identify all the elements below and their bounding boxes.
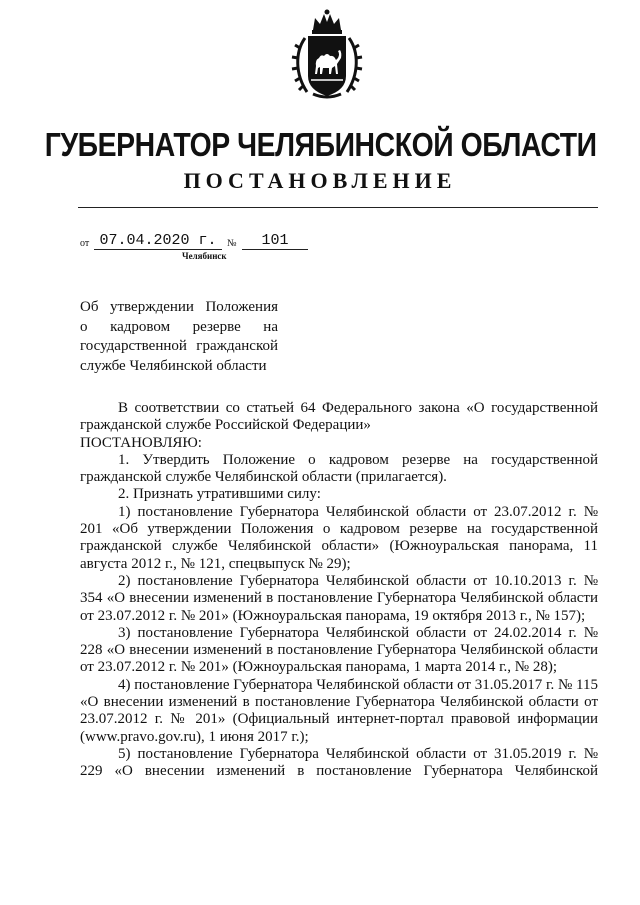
- subject-line: о кадровом резерве на: [80, 318, 278, 335]
- subject-line: государственной гражданской: [80, 338, 278, 354]
- header-divider: [78, 207, 598, 208]
- subitem-1-paragraph: 1) постановление Губернатора Челябинской области от 23.07.2012 г. № 201 «Об утверждении Положения о кадровом резерве на государственной гражданской службе Челябинской области» (Южноуральская панорама, 11 августа 2012 г., № 121, спецвыпуск № 29);: [80, 503, 598, 572]
- item-1-paragraph: 1. Утвердить Положение о кадровом резерве на государственной гражданской службе Челябинской области (прилагается).: [80, 451, 598, 486]
- document-body: [80, 400, 598, 781]
- subitem-4-paragraph: 4) постановление Губернатора Челябинской области от 31.05.2017 г. № 115 «О внесении изменений в постановление Губернатора Челябинской области от 23.07.2012 г. № 201» (Официальный интернет-портал правовой информации (www.pravo.gov.ru), 1 июня 2017 г.);: [80, 676, 598, 745]
- number-prefix: №: [227, 238, 237, 249]
- document-number: 101: [242, 232, 308, 250]
- coat-of-arms-icon: [291, 8, 363, 102]
- subitem-5-paragraph: 5) постановление Губернатора Челябинской области от 31.05.2019 г. № 229 «О внесении изменений в постановление Губернатора Челябинской: [80, 745, 598, 780]
- subject-line: службе Челябинской области: [80, 357, 267, 374]
- document-type: ПОСТАНОВЛЕНИЕ: [183, 168, 457, 193]
- resolve-heading: ПОСТАНОВЛЯЮ:: [80, 434, 202, 451]
- document-subject: [80, 298, 278, 376]
- preamble-paragraph: В соответствии со статьей 64 Федерального закона «О государственной гражданской службе Российской Федерации»: [80, 400, 598, 434]
- subject-line: Об утверждении Положения: [80, 299, 278, 315]
- date-prefix: от: [80, 238, 90, 249]
- issuer-title: ГУБЕРНАТОР ЧЕЛЯБИНСКОЙ ОБЛАСТИ: [44, 126, 597, 163]
- city-name: Челябинск: [182, 251, 227, 261]
- item-2-paragraph: 2. Признать утратившими силу:: [118, 486, 321, 503]
- subitem-2-paragraph: 2) постановление Губернатора Челябинской области от 10.10.2013 г. № 354 «О внесении изменений в постановление Губернатора Челябинской области от 23.07.2012 г. № 201» (Южноуральская панорама, 19 октября 2013 г., № 157);: [80, 572, 598, 624]
- subitem-3-paragraph: 3) постановление Губернатора Челябинской области от 24.02.2014 г. № 228 «О внесении изменений в постановление Губернатора Челябинской области от 23.07.2012 г. № 201» (Южноуральская панорама, 1 марта 2014 г., № 28);: [80, 624, 598, 676]
- document-date: 07.04.2020 г.: [94, 232, 222, 250]
